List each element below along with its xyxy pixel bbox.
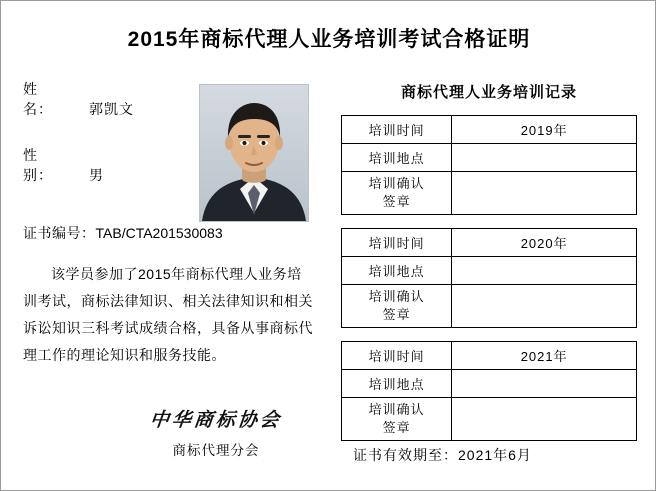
portrait-photo-image [200,85,308,221]
training-record-block-1 [341,115,637,215]
name-value: 郭凯文 [89,101,134,117]
row-label-time: 培训时间 [342,342,452,370]
row-label-place: 培训地点 [342,370,452,398]
table-row [342,144,637,172]
seal-block [121,405,311,459]
training-record-block-2 [341,228,637,328]
confirm-line-2: 签章 [382,307,411,322]
name-label: 姓 名： [23,81,68,117]
row-value-time: 2021年 [452,342,637,370]
certificate-number-label: 证书编号： [23,225,96,241]
row-value-place [452,257,637,285]
gender-label: 性 别： [23,147,68,183]
validity-text: 证书有效期至：2021年6月 [353,447,532,463]
table-row [342,285,637,328]
page-title: 2015年商标代理人业务培训考试合格证明 [127,28,531,51]
association-seal: 中华商标协会 [148,409,283,431]
table-row [342,342,637,370]
row-value-confirm [452,172,637,215]
row-value-confirm [452,285,637,328]
table-row [342,172,637,215]
row-label-time: 培训时间 [342,229,452,257]
confirm-line-1: 培训确认 [368,176,425,191]
row-value-time: 2020年 [452,229,637,257]
training-records-title: 商标代理人业务培训记录 [400,84,577,101]
row-label-time: 培训时间 [342,116,452,144]
association-branch: 商标代理分会 [172,443,260,458]
confirm-line-2: 签章 [382,420,411,435]
row-label-place: 培训地点 [342,144,452,172]
confirm-line-1: 培训确认 [368,402,425,417]
row-value-place [452,144,637,172]
field-certificate-number [23,223,333,243]
training-record-block-3 [341,341,637,441]
confirm-line-2: 签章 [382,194,411,209]
table-row [342,229,637,257]
row-label-place: 培训地点 [342,257,452,285]
certificate-body-text: 该学员参加了2015年商标代理人业务培训考试，商标法律知识、相关法律知识和相关诉讼知识三科考试成绩合格，具备从事商标代理工作的理论知识和服务技能。 [23,266,313,363]
row-value-confirm [452,398,637,441]
table-row [342,116,637,144]
row-value-time: 2019年 [452,116,637,144]
table-row [342,257,637,285]
gender-value: 男 [89,167,104,183]
row-label-confirm [342,172,452,215]
row-label-confirm [342,285,452,328]
row-label-confirm [342,398,452,441]
row-value-place [452,370,637,398]
portrait-photo [199,84,309,222]
certificate-number-value: TAB/CTA201530083 [95,225,223,241]
confirm-line-1: 培训确认 [368,289,425,304]
training-records-section [341,81,637,454]
table-row [342,370,637,398]
table-row [342,398,637,441]
